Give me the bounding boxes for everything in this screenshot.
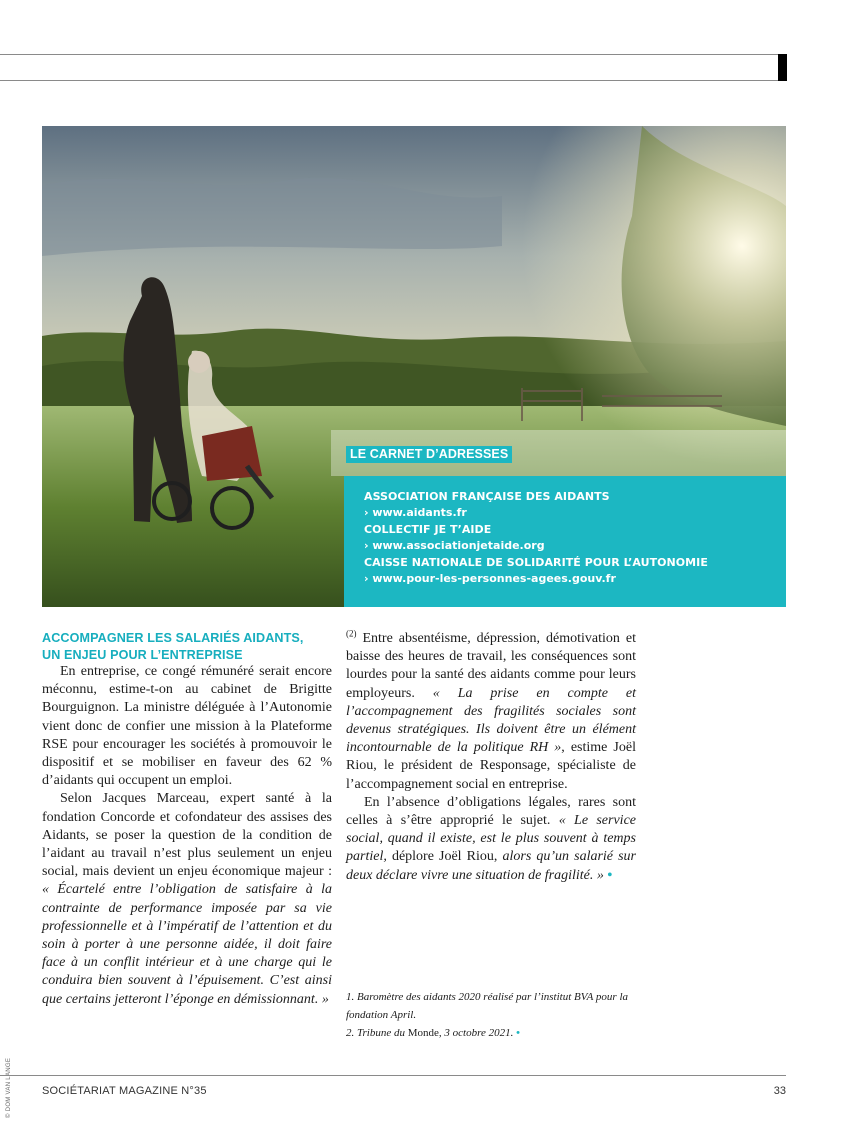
paragraph-2-text: Selon Jacques Marceau, expert santé à la fondation Concorde et cofondateur des assises des Aidants, se poser la question de la condition de l’aidant au travail n’est plus seulement un enjeu social, mais devient un enjeu économique majeur : xyxy=(42,791,332,880)
footnote-end-mark: • xyxy=(513,1027,520,1039)
address-box-title: LE CARNET D’ADRESSES xyxy=(346,446,512,463)
end-mark: • xyxy=(603,867,613,883)
address-link[interactable]: › www.aidants.fr xyxy=(364,506,467,520)
page-number: 33 xyxy=(773,1085,786,1097)
bottom-rule xyxy=(0,1075,786,1076)
address-link[interactable]: › www.pour-les-personnes-agees.gouv.fr xyxy=(364,572,616,586)
footnote-2 xyxy=(346,1024,636,1042)
paragraph-3-quote: « La prise en compte et l’accompagnement des fragilités sociales sont devenus stratégiques. Ils doivent être un élément incontournable de la politique RH » xyxy=(346,685,636,756)
footnotes xyxy=(346,988,636,1042)
address-link[interactable]: › www.associationjetaide.org xyxy=(364,539,545,553)
article-column-right-text xyxy=(346,630,636,885)
paragraph-4-quote-1: « Le service social, quand il existe, est le plus souvent à temps partiel, xyxy=(346,813,636,865)
section-heading-line2: UN ENJEU POUR L’ENTREPRISE xyxy=(42,647,243,662)
paragraph-2-continued xyxy=(346,630,636,794)
address-org: ASSOCIATION FRANÇAISE DES AIDANTS xyxy=(364,490,610,503)
footnote-ref[interactable]: (2) xyxy=(346,628,357,639)
magazine-name: SOCIÉTARIAT MAGAZINE N°35 xyxy=(42,1085,207,1097)
paragraph-3-text-a: Entre absentéisme, dépression, démotivation et baisse des heures de travail, les conséquences sont lourdes pour la santé des aidants comme pour leurs employeurs. xyxy=(346,631,636,701)
footnote-2-b: Monde xyxy=(407,1027,439,1039)
top-rule-mark xyxy=(778,54,787,81)
article-column-left xyxy=(42,630,332,1009)
footnote-2-c: , 3 octobre 2021. xyxy=(438,1027,514,1039)
photo-credit-wrap xyxy=(4,1058,14,1118)
address-org: CAISSE NATIONALE DE SOLIDARITÉ POUR L’AUTONOMIE xyxy=(364,555,708,569)
footnote-2-a: 2. Tribune du xyxy=(346,1027,408,1039)
paragraph-2-quote: « Écartelé entre l’obligation de satisfaire à la contrainte de performance imposée par sa vie professionnelle et à l’impératif de l’attention et du soin à porter à une personne aidée, il doit faire face à un conflit intérieur et à une charge qui le conduira bien souvent à l’épuisement. C’est ainsi que certains jetteront l’éponge en démissionnant. » xyxy=(42,882,332,1007)
address-org: COLLECTIF JE T’AIDE xyxy=(364,522,492,536)
paragraph-2 xyxy=(42,790,332,1008)
paragraph-3-text-b: , estime Joël Riou, le président de Responsage, spécialiste de l’accompagnement social en entreprise. xyxy=(346,740,636,792)
paragraph-1: En entreprise, ce congé rémunéré serait encore méconnu, estime-t-on au cabinet de Brigitte Bourguignon. La ministre déléguée à l’Autonomie vient donc de confier une mission à la Plateforme RSE pour encourager les sociétés à promouvoir le dispositif et se mobiliser en faveur des 62 % d’aidants qui occupent un emploi. xyxy=(42,664,332,789)
photo-credit: © DOM VAN LANGE xyxy=(6,1057,12,1118)
paragraph-4 xyxy=(346,794,636,885)
paragraph-4-text-b: déplore Joël Riou, xyxy=(386,849,503,865)
top-rule xyxy=(0,54,786,81)
section-heading xyxy=(42,630,332,663)
paragraph-4-text-a: En l’absence d’obligations légales, rares sont celles à s’être approprié le sujet. xyxy=(346,794,636,829)
paragraph-4-quote-2: alors qu’un salarié sur deux déclare vivre une situation de fragilité. » xyxy=(346,849,636,883)
section-heading-line1: ACCOMPAGNER LES SALARIÉS AIDANTS, xyxy=(42,631,304,645)
footnote-1: 1. Baromètre des aidants 2020 réalisé par l’institut BVA pour la fondation April. xyxy=(346,991,629,1021)
address-list xyxy=(364,489,784,587)
